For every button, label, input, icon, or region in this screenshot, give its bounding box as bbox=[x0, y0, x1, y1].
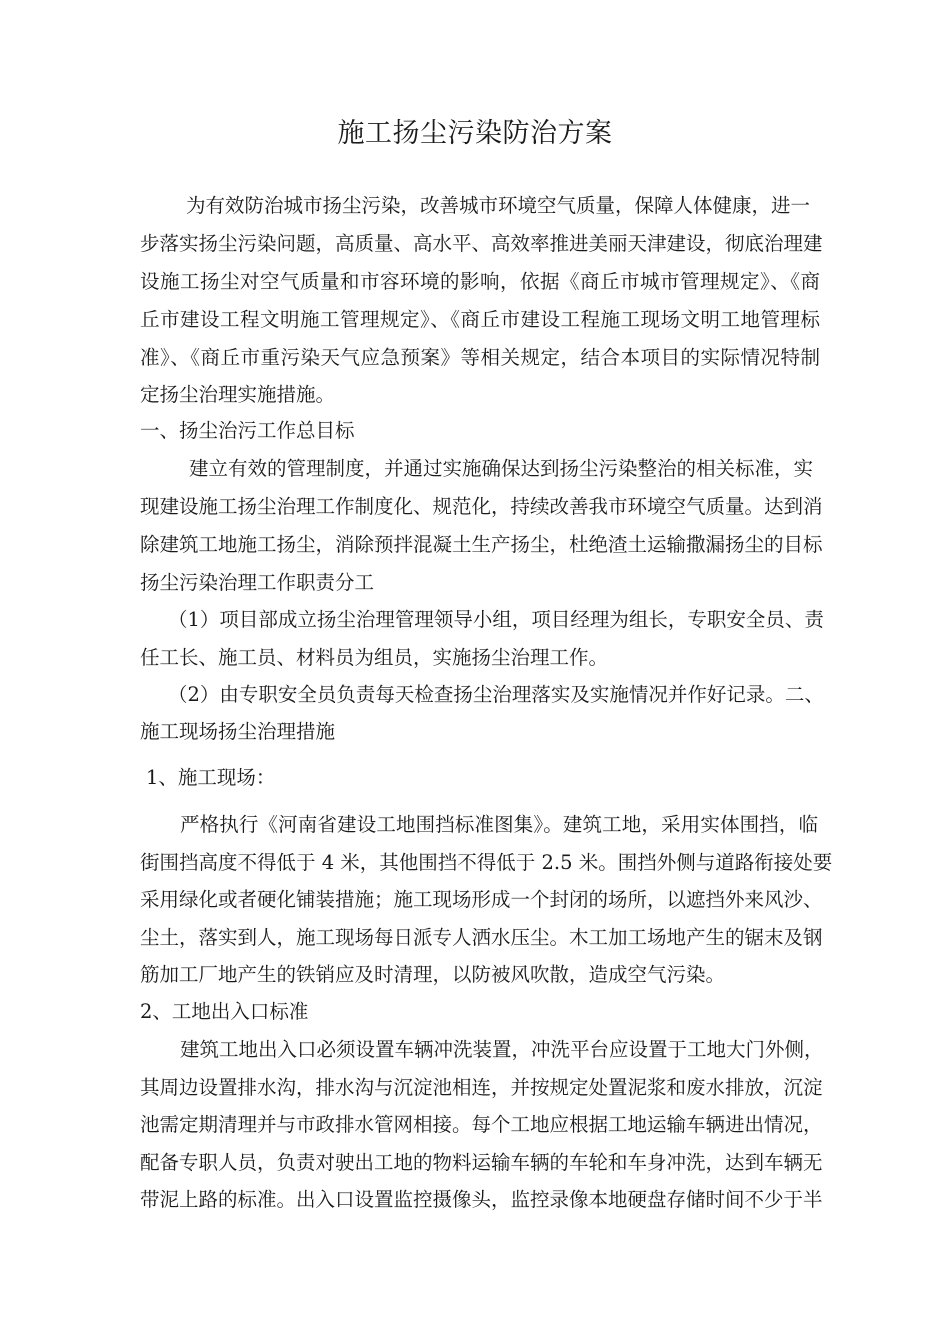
section-heading: 施工现场扬尘治理措施 bbox=[140, 720, 336, 743]
paragraph-line: 设施工扬尘对空气质量和市容环境的影响，依据《商丘市城市管理规定》、《商 bbox=[140, 270, 820, 293]
paragraph-line: 步落实扬尘污染问题，高质量、高水平、高效率推进美丽天津建设，彻底治理建 bbox=[140, 232, 823, 255]
subsection-heading: 1、施工现场： bbox=[146, 766, 276, 789]
paragraph-line: 除建筑工地施工扬尘，消除预拌混凝土生产扬尘，杜绝渣土运输撒漏扬尘的目标 bbox=[140, 533, 823, 556]
paragraph-line: 采用绿化或者硬化铺装措施；施工现场形成一个封闭的场所，以遮挡外来风沙、 bbox=[140, 888, 823, 911]
paragraph-line: 配备专职人员，负责对驶出工地的物料运输车辆的车轮和车身冲洗，达到车辆无 bbox=[140, 1151, 823, 1174]
paragraph-line: 其周边设置排水沟，排水沟与沉淀池相连，并按规定处置泥浆和废水排放，沉淀 bbox=[140, 1076, 823, 1099]
subsection-heading: 2、工地出入口标准 bbox=[140, 1000, 309, 1023]
section-heading: 一、扬尘治污工作总目标 bbox=[140, 419, 355, 442]
paragraph-line: 筋加工厂地产生的铁销应及时清理，以防被风吹散，造成空气污染。 bbox=[140, 963, 726, 986]
paragraph-line: 严格执行《河南省建设工地围挡标准图集》。建筑工地，采用实体围挡，临 bbox=[180, 813, 818, 836]
paragraph-line: 建筑工地出入口必须设置车辆冲洗装置，冲洗平台应设置于工地大门外侧， bbox=[180, 1038, 824, 1061]
paragraph-line: 为有效防治城市扬尘污染，改善城市环境空气质量，保障人体健康，进一 bbox=[186, 194, 811, 217]
paragraph-line: 扬尘污染治理工作职责分工 bbox=[140, 571, 375, 594]
paragraph-line: 准》、《商丘市重污染天气应急预案》等相关规定，结合本项目的实际情况特制 bbox=[140, 346, 820, 369]
paragraph-line: 带泥上路的标准。出入口设置监控摄像头，监控录像本地硬盘存储时间不少于半 bbox=[140, 1188, 823, 1211]
paragraph-line: （1）项目部成立扬尘治理管理领导小组，项目经理为组长，专职安全员、责 bbox=[168, 608, 824, 631]
paragraph-line: 定扬尘治理实施措施。 bbox=[140, 383, 336, 406]
paragraph-line: （2）由专职安全员负责每天检查扬尘治理落实及实施情况并作好记录。二、 bbox=[168, 683, 824, 706]
paragraph-line: 尘土，落实到人，施工现场每日派专人洒水压尘。木工加工场地产生的锯末及钢 bbox=[140, 926, 823, 949]
paragraph-line: 任工长、施工员、材料员为组员，实施扬尘治理工作。 bbox=[140, 646, 609, 669]
paragraph-line: 建立有效的管理制度，并通过实施确保达到扬尘污染整治的相关标准，实 bbox=[189, 457, 814, 480]
paragraph-line: 池需定期清理并与市政排水管网相接。每个工地应根据工地运输车辆进出情况， bbox=[140, 1113, 823, 1136]
document-title: 施工扬尘污染防治方案 bbox=[337, 118, 613, 149]
paragraph-line: 现建设施工扬尘治理工作制度化、规范化，持续改善我市环境空气质量。达到消 bbox=[140, 495, 823, 518]
paragraph-line: 街围挡高度不得低于 4 米，其他围挡不得低于 2.5 米。围挡外侧与道路衔接处要 bbox=[140, 851, 833, 874]
paragraph-line: 丘市建设工程文明施工管理规定》、《商丘市建设工程施工现场文明工地管理标 bbox=[140, 308, 820, 331]
